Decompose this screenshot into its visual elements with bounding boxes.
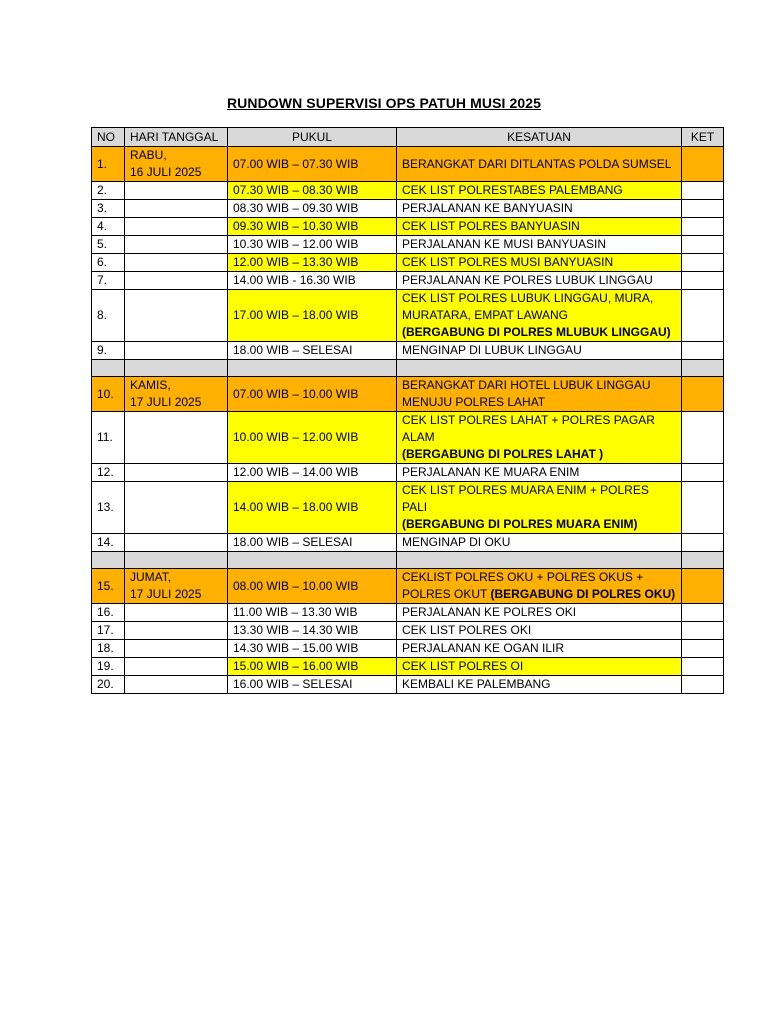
table-row [92, 200, 724, 218]
row-number: 7. [92, 272, 125, 290]
row-number: 16. [92, 604, 125, 622]
time-cell: 07.00 WIB – 10.00 WIB [228, 377, 397, 412]
day-name: KAMIS, [130, 378, 171, 392]
activity-cell: CEK LIST POLRES BANYUASIN [397, 218, 682, 236]
activity-cell: PERJALANAN KE OGAN ILIR [397, 640, 682, 658]
header-pukul: PUKUL [228, 128, 397, 147]
day-date: 17 JULI 2025 [130, 587, 202, 601]
header-no: NO [92, 128, 125, 147]
time-cell: 16.00 WIB – SELESAI [228, 676, 397, 694]
time-cell: 18.00 WIB – SELESAI [228, 534, 397, 552]
activity-cell: CEK LIST POLRES OKI [397, 622, 682, 640]
day-cell [125, 272, 228, 290]
activity-note: (BERGABUNG DI POLRES MLUBUK LINGGAU) [402, 325, 671, 339]
day-cell [125, 342, 228, 360]
activity-cell: PERJALANAN KE MUSI BANYUASIN [397, 236, 682, 254]
rundown-table [91, 127, 724, 694]
day-cell [125, 254, 228, 272]
activity-cell: BERANGKAT DARI DITLANTAS POLDA SUMSEL [397, 147, 682, 182]
document-title: RUNDOWN SUPERVISI OPS PATUH MUSI 2025 [226, 95, 542, 111]
time-cell: 14.30 WIB – 15.00 WIB [228, 640, 397, 658]
header-row [92, 128, 724, 147]
table-row [92, 622, 724, 640]
row-number: 19. [92, 658, 125, 676]
activity-cell [397, 569, 682, 604]
day-name: JUMAT, [130, 570, 172, 584]
day-cell [125, 622, 228, 640]
row-number: 12. [92, 464, 125, 482]
row-number: 8. [92, 290, 125, 342]
activity-cell: MENGINAP DI OKU [397, 534, 682, 552]
table-row [92, 272, 724, 290]
time-cell: 08.00 WIB – 10.00 WIB [228, 569, 397, 604]
table-row [92, 290, 724, 342]
day-cell [125, 658, 228, 676]
activity-text: CEK LIST POLRES LUBUK LINGGAU, MURA, MURATARA, EMPAT LAWANG [402, 291, 654, 322]
table-row [92, 604, 724, 622]
day-separator [92, 360, 724, 377]
ket-cell [682, 377, 724, 412]
ket-cell [682, 534, 724, 552]
activity-cell: CEK LIST POLRES MUSI BANYUASIN [397, 254, 682, 272]
table-row [92, 412, 724, 464]
row-number: 18. [92, 640, 125, 658]
day-date: 16 JULI 2025 [130, 165, 202, 179]
day-cell [125, 200, 228, 218]
table-row [92, 482, 724, 534]
row-number: 5. [92, 236, 125, 254]
time-cell: 10.30 WIB – 12.00 WIB [228, 236, 397, 254]
ket-cell [682, 676, 724, 694]
day-cell [125, 604, 228, 622]
row-number: 20. [92, 676, 125, 694]
day-cell [125, 482, 228, 534]
ket-cell [682, 569, 724, 604]
activity-text: CEK LIST POLRES LAHAT + POLRES PAGAR ALAM [402, 413, 655, 444]
activity-cell: PERJALANAN KE POLRES OKI [397, 604, 682, 622]
table-row [92, 377, 724, 412]
day-cell [125, 534, 228, 552]
time-cell: 11.00 WIB – 13.30 WIB [228, 604, 397, 622]
activity-cell: PERJALANAN KE POLRES LUBUK LINGGAU [397, 272, 682, 290]
header-kesatuan: KESATUAN [397, 128, 682, 147]
ket-cell [682, 412, 724, 464]
table-row [92, 182, 724, 200]
row-number: 10. [92, 377, 125, 412]
day-cell [125, 377, 228, 412]
time-cell: 07.00 WIB – 07.30 WIB [228, 147, 397, 182]
header-ket: KET [682, 128, 724, 147]
row-number: 1. [92, 147, 125, 182]
ket-cell [682, 218, 724, 236]
table-row [92, 218, 724, 236]
day-cell [125, 147, 228, 182]
activity-cell: KEMBALI KE PALEMBANG [397, 676, 682, 694]
ket-cell [682, 236, 724, 254]
time-cell: 14.00 WIB - 16.30 WIB [228, 272, 397, 290]
activity-cell [397, 482, 682, 534]
day-cell [125, 640, 228, 658]
row-number: 3. [92, 200, 125, 218]
table-row [92, 658, 724, 676]
activity-text: CEK LIST POLRES MUARA ENIM + POLRES PALI [402, 483, 649, 514]
ket-cell [682, 604, 724, 622]
ket-cell [682, 658, 724, 676]
activity-cell: CEK LIST POLRESTABES PALEMBANG [397, 182, 682, 200]
activity-cell: MENGINAP DI LUBUK LINGGAU [397, 342, 682, 360]
activity-cell: BERANGKAT DARI HOTEL LUBUK LINGGAU MENUJU POLRES LAHAT [397, 377, 682, 412]
table-row [92, 236, 724, 254]
row-number: 15. [92, 569, 125, 604]
day-cell [125, 218, 228, 236]
day-name: RABU, [130, 148, 167, 162]
table-row [92, 640, 724, 658]
ket-cell [682, 342, 724, 360]
ket-cell [682, 272, 724, 290]
day-date: 17 JULI 2025 [130, 395, 202, 409]
row-number: 14. [92, 534, 125, 552]
day-cell [125, 412, 228, 464]
time-cell: 13.30 WIB – 14.30 WIB [228, 622, 397, 640]
day-cell [125, 464, 228, 482]
activity-text: CEKLIST POLRES OKU + POLRES OKUS + POLRES OKUT [402, 570, 644, 601]
activity-cell: PERJALANAN KE MUARA ENIM [397, 464, 682, 482]
day-cell [125, 569, 228, 604]
ket-cell [682, 254, 724, 272]
time-cell: 15.00 WIB – 16.00 WIB [228, 658, 397, 676]
time-cell: 10.00 WIB – 12.00 WIB [228, 412, 397, 464]
day-cell [125, 182, 228, 200]
time-cell: 08.30 WIB – 09.30 WIB [228, 200, 397, 218]
day-separator [92, 552, 724, 569]
row-number: 2. [92, 182, 125, 200]
activity-cell: PERJALANAN KE BANYUASIN [397, 200, 682, 218]
time-cell: 14.00 WIB – 18.00 WIB [228, 482, 397, 534]
activity-note: (BERGABUNG DI POLRES LAHAT ) [402, 447, 604, 461]
table-row [92, 342, 724, 360]
table-row [92, 569, 724, 604]
ket-cell [682, 464, 724, 482]
row-number: 9. [92, 342, 125, 360]
ket-cell [682, 147, 724, 182]
time-cell: 17.00 WIB – 18.00 WIB [228, 290, 397, 342]
activity-note: (BERGABUNG DI POLRES MUARA ENIM) [402, 517, 638, 531]
activity-cell: CEK LIST POLRES OI [397, 658, 682, 676]
ket-cell [682, 640, 724, 658]
time-cell: 09.30 WIB – 10.30 WIB [228, 218, 397, 236]
table-row [92, 147, 724, 182]
day-cell [125, 676, 228, 694]
time-cell: 12.00 WIB – 13.30 WIB [228, 254, 397, 272]
table-row [92, 676, 724, 694]
row-number: 13. [92, 482, 125, 534]
activity-cell [397, 290, 682, 342]
activity-cell [397, 412, 682, 464]
ket-cell [682, 482, 724, 534]
day-cell [125, 290, 228, 342]
time-cell: 18.00 WIB – SELESAI [228, 342, 397, 360]
time-cell: 07.30 WIB – 08.30 WIB [228, 182, 397, 200]
ket-cell [682, 290, 724, 342]
table-row [92, 534, 724, 552]
row-number: 6. [92, 254, 125, 272]
header-hari-tanggal: HARI TANGGAL [125, 128, 228, 147]
time-cell: 12.00 WIB – 14.00 WIB [228, 464, 397, 482]
day-cell [125, 236, 228, 254]
table-row [92, 464, 724, 482]
ket-cell [682, 182, 724, 200]
ket-cell [682, 200, 724, 218]
row-number: 4. [92, 218, 125, 236]
ket-cell [682, 622, 724, 640]
row-number: 11. [92, 412, 125, 464]
activity-note: (BERGABUNG DI POLRES OKU) [490, 587, 676, 601]
row-number: 17. [92, 622, 125, 640]
table-row [92, 254, 724, 272]
